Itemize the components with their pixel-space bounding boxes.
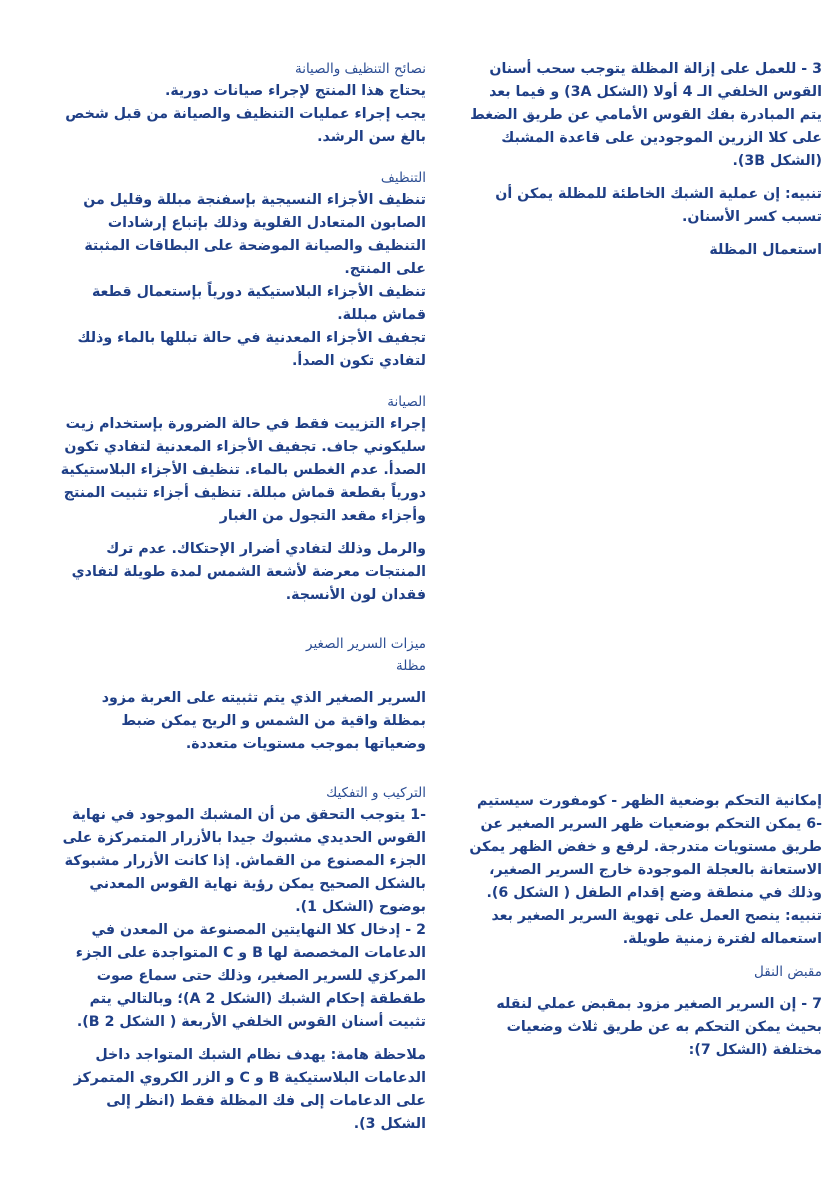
maintenance-paragraph-1: إجراء التزييت فقط في حالة الضرورة بإستخدام زيت سليكوني جاف. تجفيف الأجزاء المعدنية لتفادي تكون الصدأ. عدم الغطس بالماء. تنظيف الأجزاء البلاستيكية دورياً بقطعة قماش مبللة. تنظيف أجزاء تثبيت المنتج وأجزاء مقعد التجول من الغبار [60,416,426,524]
cleaning-paragraph-3: تجفيف الأجزاء المعدنية في حالة تبللها بالماء وذلك لتفادي تكون الصدأ. [77,330,426,369]
tips-line-1: يحتاج هذا المنتج لإجراء صيانات دورية. [164,83,426,99]
heading-canopy: مظلة [395,658,426,674]
step-7-text: 7 - إن السرير الصغير مزود بمقبض عملي لنقله بحيث يمكن التحكم به عن طريق ثلاث وضعيات مختلفة (الشكل 7): [496,996,822,1058]
tips-line-2: يجب إجراء عمليات التنظيف والصيانة من قبل شخص بالغ سن الرشد. [65,106,426,145]
right-column [467,58,822,262]
heading-cleaning-tips: نصائح التنظيف والصيانة [294,61,426,77]
step-6-text: -6 يمكن التحكم بوضعيات ظهر السرير الصغير عن طريق مستويات متدرجة. لرفع و خفض الظهر يمكن الاستعانة بالعجلة الموجودة خارج السرير الصغير، وذلك في منطقة وضع إقدام الطفل ( الشكل 6). [469,816,822,901]
left-column [56,58,426,1136]
cleaning-paragraph-2: تنظيف الأجزاء البلاستيكية دورياً بإستعمال قطعة قماش مبللة. [91,284,426,323]
warning-6-text: تنبيه: ينصح العمل على تهوية السرير الصغير بعد استعماله لفترة زمنية طويلة. [491,908,822,947]
heading-cleaning: التنظيف [380,170,426,186]
warning-3-text: تنبيه: إن عملية الشبك الخاطئة للمظلة يمكن أن تسبب كسر الأسنان. [495,186,822,225]
heading-assembly: التركيب و التفكيك [326,785,426,801]
cleaning-paragraph-1: تنظيف الأجزاء النسيجية بإسفنجة مبللة وقليل من الصابون المتعادل القلوية وذلك بإتباع إرشادات التنظيف والصيانة الموضحة على البطاقات المثبتة على المنتج. [83,192,426,277]
heading-carry-handle: مقبض النقل [754,964,822,980]
heading-canopy-use: استعمال المظلة [709,242,822,258]
step-1-text: -1 يتوجب التحقق من أن المشبك الموجود في نهاية القوس الحديدي مشبوك جيدا بالأزرار المتمركزة على الجزء المصنوع من القماش. إذا كانت الأزرار مشبوكة بالشكل الصحيح يمكن رؤية نهاية القوس المعدني بوضوح (الشكل 1). [62,807,426,915]
features-paragraph: السرير الصغير الذي يتم تثبيته على العربة مزود بمظلة واقية من الشمس و الريح يمكن ضبط وضعياتها بموجب مستويات متعددة. [101,690,426,752]
heading-comfort-system: إمكانية التحكم بوضعية الظهر - كومفورت سيستيم [477,793,822,809]
heading-features: ميزات السرير الصغير [306,636,426,652]
step-2-text: 2 - إدخال كلا النهايتين المصنوعة من المعدن في الدعامات المخصصة لها B و C المتواجدة على الجزء المركزي للسرير الصغير، وذلك حتى سماع صوت طقطقة إحكام الشبك (الشكل 2 A)؛ وبالتالي يتم تثبيت أسنان القوس الخلفي الأربعة ( الشكل 2 B). [75,922,426,1030]
important-note-text: ملاحظة هامة: يهدف نظام الشبك المتواجد داخل الدعامات البلاستيكية B و C و الزر الكروي المتمركز على الدعامات إلى فك المظلة فقط (انظر إلى الشكل 3). [73,1047,426,1132]
maintenance-paragraph-2: والرمل وذلك لتفادي أضرار الإحتكاك. عدم ترك المنتجات معرضة لأشعة الشمس لمدة طويلة لتفادي فقدان لون الأنسجة. [71,541,426,603]
step-3-text: 3 - للعمل على إزالة المظلة يتوجب سحب أسنان القوس الخلفي الـ 4 أولا (الشكل 3A) و فيما بعد يتم المبادرة بفك القوس الأمامي عن طريق الضغط على كلا الزرين الموجودين على قاعدة المشبك (الشكل 3B). [470,61,822,169]
right-column-bottom [467,790,822,1062]
heading-maintenance: الصيانة [387,394,426,410]
